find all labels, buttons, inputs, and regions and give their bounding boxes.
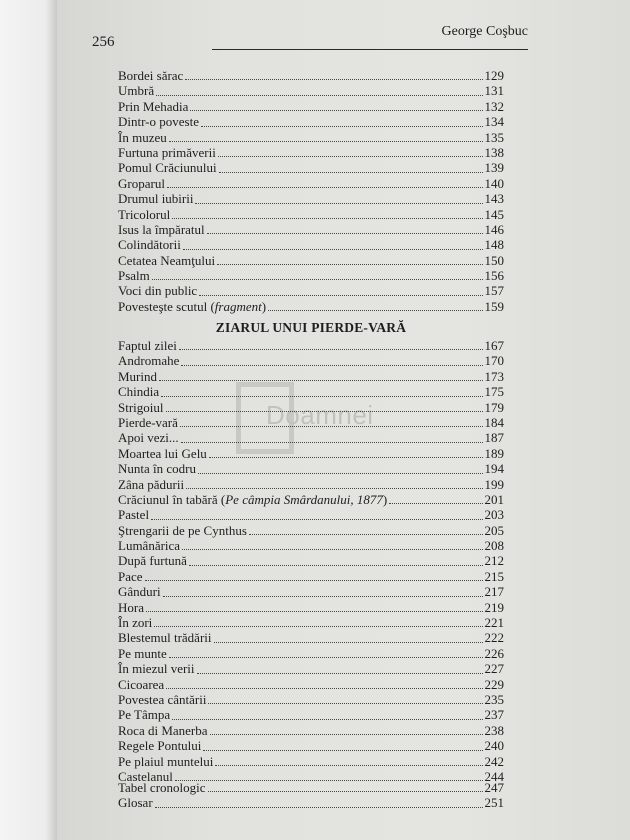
toc-entry-title <box>118 415 178 430</box>
toc-entry-page: 132 <box>484 98 504 114</box>
toc-entry-page: 242 <box>484 753 504 769</box>
toc-dot-leader <box>219 171 483 173</box>
toc-entry-title <box>118 114 199 129</box>
toc-entry-page: 199 <box>484 476 504 492</box>
toc-dot-leader <box>189 564 483 566</box>
toc-entry-title <box>118 338 177 353</box>
toc-entry-page: 189 <box>484 445 504 461</box>
toc-entry-title <box>118 661 195 676</box>
toc-entry-page: 205 <box>484 522 504 538</box>
toc-dot-leader <box>172 718 482 720</box>
toc-entry-page: 235 <box>484 691 504 707</box>
toc-dot-leader <box>156 94 482 96</box>
toc-entry-title <box>118 283 197 298</box>
toc-dot-leader <box>181 441 483 443</box>
toc-entry-page: 208 <box>484 538 504 554</box>
toc-entry-title-text: Regele Pontului <box>118 738 202 754</box>
header-rule <box>212 49 528 50</box>
toc-entry <box>118 415 504 430</box>
toc-entry <box>118 507 504 522</box>
toc-entry <box>118 68 504 83</box>
toc-entry <box>118 237 504 252</box>
toc-entry <box>118 99 504 114</box>
toc-entry <box>118 461 504 476</box>
watermark-text: Doamnei <box>266 400 374 430</box>
toc-entry-page: 139 <box>484 160 504 176</box>
toc-entry-title-italic: fragment <box>214 298 262 314</box>
toc-entry <box>118 569 504 584</box>
toc-dot-leader <box>163 595 483 597</box>
toc-entry-title <box>118 553 187 568</box>
toc-entry <box>118 738 504 753</box>
toc-entry-title-text: Ştrengarii de pe Cynthus <box>118 522 247 538</box>
toc-entry <box>118 160 504 175</box>
toc-entry <box>118 191 504 206</box>
toc-entry-page: 184 <box>484 414 504 430</box>
toc-entry <box>118 600 504 615</box>
toc-dot-leader <box>183 248 483 250</box>
toc-entry-page: 217 <box>484 584 504 600</box>
toc-entry <box>118 400 504 415</box>
toc-entry-title <box>118 677 164 692</box>
toc-dot-leader <box>268 309 482 311</box>
toc-dot-leader <box>198 472 483 474</box>
toc-entry <box>118 477 504 492</box>
toc-entry <box>118 145 504 160</box>
toc-entry-title <box>118 584 161 599</box>
toc-entry-page: 157 <box>484 283 504 299</box>
toc-entry-title-text: Nunta în codru <box>118 461 196 477</box>
toc-entry <box>118 692 504 707</box>
toc-entry <box>118 176 504 191</box>
page-gutter <box>0 0 57 840</box>
toc-entry-title <box>118 738 201 753</box>
toc-entry-page: 129 <box>484 68 504 83</box>
toc-entry-page: 212 <box>484 553 504 569</box>
toc-entry-page: 175 <box>484 384 504 400</box>
toc-dot-leader <box>161 395 482 397</box>
toc-entry-title-text: Povesteşte scutul <box>118 298 208 314</box>
toc-entry-title-text: Povestea cântării <box>118 691 207 707</box>
toc-entry <box>118 630 504 645</box>
toc-entry-title-text: Glosar <box>118 795 153 811</box>
toc-entry <box>118 446 504 461</box>
toc-entry-page: 244 <box>484 768 504 784</box>
toc-entry-title <box>118 707 170 722</box>
toc-entry <box>118 353 504 368</box>
toc-entry-title-text: Isus la împăratul <box>118 221 205 237</box>
toc-entry-title <box>118 68 183 83</box>
toc-entry <box>118 677 504 692</box>
toc-entry <box>118 130 504 145</box>
toc-dot-leader <box>389 502 482 504</box>
toc-entry-title <box>118 130 167 145</box>
toc-entry-title <box>118 630 212 645</box>
toc-entry <box>118 723 504 738</box>
toc-dot-leader <box>195 202 482 204</box>
toc-entry-title-text: Cetatea Neamţului <box>118 252 216 268</box>
toc-entry-page: 227 <box>484 661 504 677</box>
toc-entry-title-text: Groparul <box>118 175 165 191</box>
toc-entry-page: 150 <box>484 252 504 268</box>
toc-entry-title <box>118 222 205 237</box>
toc-entry-title <box>118 795 153 810</box>
toc-entry-title-text: Murind <box>118 368 157 384</box>
toc-entry-title <box>118 507 149 522</box>
toc-entry-title <box>118 754 213 769</box>
toc-entry-page: 138 <box>484 144 504 160</box>
toc-entry-title <box>118 430 179 445</box>
toc-dot-leader <box>154 625 482 627</box>
toc-entry <box>118 661 504 676</box>
toc-entry-page: 145 <box>484 206 504 222</box>
toc-entry-title-text: Crăciunul în tabără <box>118 491 218 507</box>
toc-entry-title: Povesteşte scutul (fragment) <box>118 298 267 314</box>
toc-entry <box>118 430 504 445</box>
toc-entry <box>118 553 504 568</box>
toc-entry-title-text: Pe Tâmpa <box>118 707 171 723</box>
toc-dot-leader <box>217 263 482 265</box>
toc-entry-page: 148 <box>484 237 504 253</box>
toc-entry-title-text: Gânduri <box>118 584 161 600</box>
toc-entry-title <box>118 692 206 707</box>
toc-entry <box>118 584 504 599</box>
toc-dot-leader <box>166 687 482 689</box>
toc-dot-leader <box>186 487 482 489</box>
toc-entry-title-text: Pe munte <box>118 645 167 661</box>
toc-entry-title-text: Pastel <box>118 507 150 523</box>
toc-entry <box>118 369 504 384</box>
toc-entry-page: 247 <box>484 780 504 795</box>
toc-entry-title <box>118 99 188 114</box>
toc-entry-title <box>118 780 206 795</box>
toc-dot-leader <box>181 364 482 366</box>
toc-entry-title-text: Prin Mehadia <box>118 98 189 114</box>
toc-entry-title <box>118 369 157 384</box>
page-header <box>92 22 528 52</box>
toc-dot-leader <box>145 579 483 581</box>
toc-dot-leader <box>180 425 483 427</box>
toc-entry-title <box>118 145 216 160</box>
toc-entry-title-text: Drumul iubirii <box>118 191 194 207</box>
toc-entry-page: 187 <box>484 430 504 446</box>
toc-dot-leader <box>159 379 483 381</box>
toc-entry-title-text: Roca di Manerba <box>118 722 208 738</box>
toc-entry-title-text: Faptul zilei <box>118 338 177 353</box>
toc-dot-leader <box>151 518 482 520</box>
toc-entry <box>118 523 504 538</box>
toc-dot-leader <box>207 232 483 234</box>
toc-dot-leader <box>185 78 482 80</box>
toc-entry-title <box>118 646 167 661</box>
toc-entry-page: 203 <box>484 507 504 523</box>
toc-entry <box>118 207 504 222</box>
toc-dot-leader <box>215 764 482 766</box>
toc-entry-page: 194 <box>484 461 504 477</box>
toc-entry-title <box>118 237 181 252</box>
toc-entry-page: 135 <box>484 129 504 145</box>
toc-entry-title <box>118 268 150 283</box>
toc-dot-leader <box>214 641 483 643</box>
toc-dot-leader <box>197 672 483 674</box>
section-heading: ZIARUL UNUI PIERDE-VARĂ <box>215 320 407 335</box>
toc-entry-page: 226 <box>484 645 504 661</box>
toc-dot-leader <box>166 410 483 412</box>
toc-entry <box>118 299 504 314</box>
toc-dot-leader <box>190 109 482 111</box>
toc-entry-page: 143 <box>484 191 504 207</box>
running-title: George Coşbuc <box>441 24 528 39</box>
toc-entry <box>118 646 504 661</box>
toc-list-part2 <box>118 338 504 784</box>
toc-entry-page: 179 <box>484 399 504 415</box>
toc-entry-page: 201 <box>484 491 504 507</box>
toc-entry-title-text: Pace <box>118 568 143 584</box>
toc-dot-leader <box>182 548 482 550</box>
toc-entry <box>118 338 504 353</box>
toc-dot-leader <box>167 186 483 188</box>
toc-list-part3 <box>118 780 504 811</box>
toc-entry-title-text: Voci din public <box>118 283 198 299</box>
toc-entry-title-text: Lumânărica <box>118 538 181 554</box>
toc-entry-title-text: Bordei sărac <box>118 68 184 83</box>
toc-dot-leader <box>172 217 482 219</box>
toc-entry-title <box>118 207 170 222</box>
toc-dot-leader <box>209 456 483 458</box>
toc-dot-leader <box>169 140 483 142</box>
toc-entry-title <box>118 461 196 476</box>
toc-entry-title <box>118 523 247 538</box>
toc-entry-title-italic: Pe câmpia Smârdanului, 1877 <box>225 491 383 507</box>
toc-entry <box>118 492 504 507</box>
toc-entry-page: 134 <box>484 114 504 130</box>
toc-entry <box>118 754 504 769</box>
toc-entry-title-text: În zori <box>118 615 153 631</box>
toc-dot-leader <box>152 278 483 280</box>
toc-entry-title <box>118 160 217 175</box>
toc-dot-leader <box>146 610 483 612</box>
toc-entry <box>118 114 504 129</box>
toc-entry <box>118 283 504 298</box>
toc-entry-page: 167 <box>484 338 504 353</box>
toc-entry <box>118 83 504 98</box>
toc-dot-leader <box>210 733 483 735</box>
toc-entry <box>118 780 504 795</box>
toc-entry-title-text: Colindătorii <box>118 237 181 253</box>
toc-entry <box>118 253 504 268</box>
toc-entry-title <box>118 615 152 630</box>
toc-entry <box>118 795 504 810</box>
toc-dot-leader <box>203 749 482 751</box>
page-number: 256 <box>92 34 115 50</box>
toc-dot-leader <box>208 702 482 704</box>
toc-entry <box>118 222 504 237</box>
toc-entry-page: 140 <box>484 175 504 191</box>
toc-entry-title-text: După furtună <box>118 553 187 569</box>
toc-entry-title-text: Dintr-o poveste <box>118 114 199 130</box>
toc-entry-title <box>118 477 184 492</box>
toc-entry-title <box>118 538 180 553</box>
toc-entry-title-text: Pomul Crăciunului <box>118 160 217 176</box>
toc-entry-page: 146 <box>484 221 504 237</box>
toc-entry-title-text: Castelanul <box>118 768 173 784</box>
toc-entry-title-text: În miezul verii <box>118 661 195 677</box>
toc-entry-title-text: Umbră <box>118 83 155 99</box>
toc-dot-leader <box>155 806 483 808</box>
toc-entry <box>118 615 504 630</box>
toc-entry-title <box>118 723 208 738</box>
toc-entry-title-text: Tabel cronologic <box>118 780 206 795</box>
toc-entry-title-text: Furtuna primăverii <box>118 144 216 160</box>
toc-entry-title-text: Zâna pădurii <box>118 476 185 492</box>
toc-entry <box>118 384 504 399</box>
toc-entry-page: 240 <box>484 738 504 754</box>
toc-entry-title <box>118 176 165 191</box>
toc-entry-page: 222 <box>484 630 504 646</box>
toc-entry-page: 221 <box>484 615 504 631</box>
toc-entry-title-text: Pierde-vară <box>118 414 178 430</box>
toc-entry-title-text: Hora <box>118 599 144 615</box>
toc-entry-page: 156 <box>484 268 504 284</box>
toc-list-part1 <box>118 68 504 314</box>
toc-entry-title-text: Psalm <box>118 268 150 284</box>
toc-dot-leader <box>201 125 483 127</box>
toc-entry-title <box>118 384 159 399</box>
toc-dot-leader <box>199 294 482 296</box>
toc-entry-page: 170 <box>484 353 504 369</box>
toc-entry-title <box>118 600 144 615</box>
toc-entry <box>118 268 504 283</box>
toc-dot-leader <box>179 348 483 350</box>
toc-entry-page: 131 <box>484 83 504 99</box>
toc-dot-leader <box>208 790 483 792</box>
toc-dot-leader <box>249 533 483 535</box>
toc-entry-page: 219 <box>484 599 504 615</box>
toc-entry <box>118 707 504 722</box>
toc-entry-title <box>118 400 164 415</box>
toc-entry-title <box>118 191 193 206</box>
toc-entry-title <box>118 446 207 461</box>
toc-entry-title-text: Andromahe <box>118 353 180 369</box>
toc-entry-page: 237 <box>484 707 504 723</box>
toc-entry-title-text: Moartea lui Gelu <box>118 445 207 461</box>
toc-entry-title <box>118 83 154 98</box>
toc-entry-title <box>118 353 179 368</box>
toc-entry-page: 159 <box>484 298 504 314</box>
toc-entry-title-text: Tricolorul <box>118 206 171 222</box>
toc-entry-title <box>118 569 143 584</box>
toc-entry-title-text: Blestemul trădării <box>118 630 212 646</box>
toc-entry-page: 238 <box>484 722 504 738</box>
toc-entry-title: Crăciunul în tabără (Pe câmpia Smârdanului, 1877) <box>118 491 388 507</box>
toc-entry <box>118 538 504 553</box>
toc-entry-title-text: Pe plaiul muntelui <box>118 753 214 769</box>
toc-dot-leader <box>218 155 483 157</box>
toc-entry-title-text: Chindia <box>118 384 160 400</box>
toc-entry-title-text: Cicoarea <box>118 676 165 692</box>
toc-entry-page: 215 <box>484 568 504 584</box>
toc-entry-title-text: Strigoiul <box>118 399 164 415</box>
toc-entry-title-text: În muzeu <box>118 129 167 145</box>
toc-dot-leader <box>169 656 483 658</box>
toc-entry-title-text: Apoi vezi... <box>118 430 179 446</box>
toc-entry-page: 251 <box>484 795 504 811</box>
toc-entry-title <box>118 253 215 268</box>
toc-entry-page: 173 <box>484 368 504 384</box>
toc-entry-page: 229 <box>484 676 504 692</box>
